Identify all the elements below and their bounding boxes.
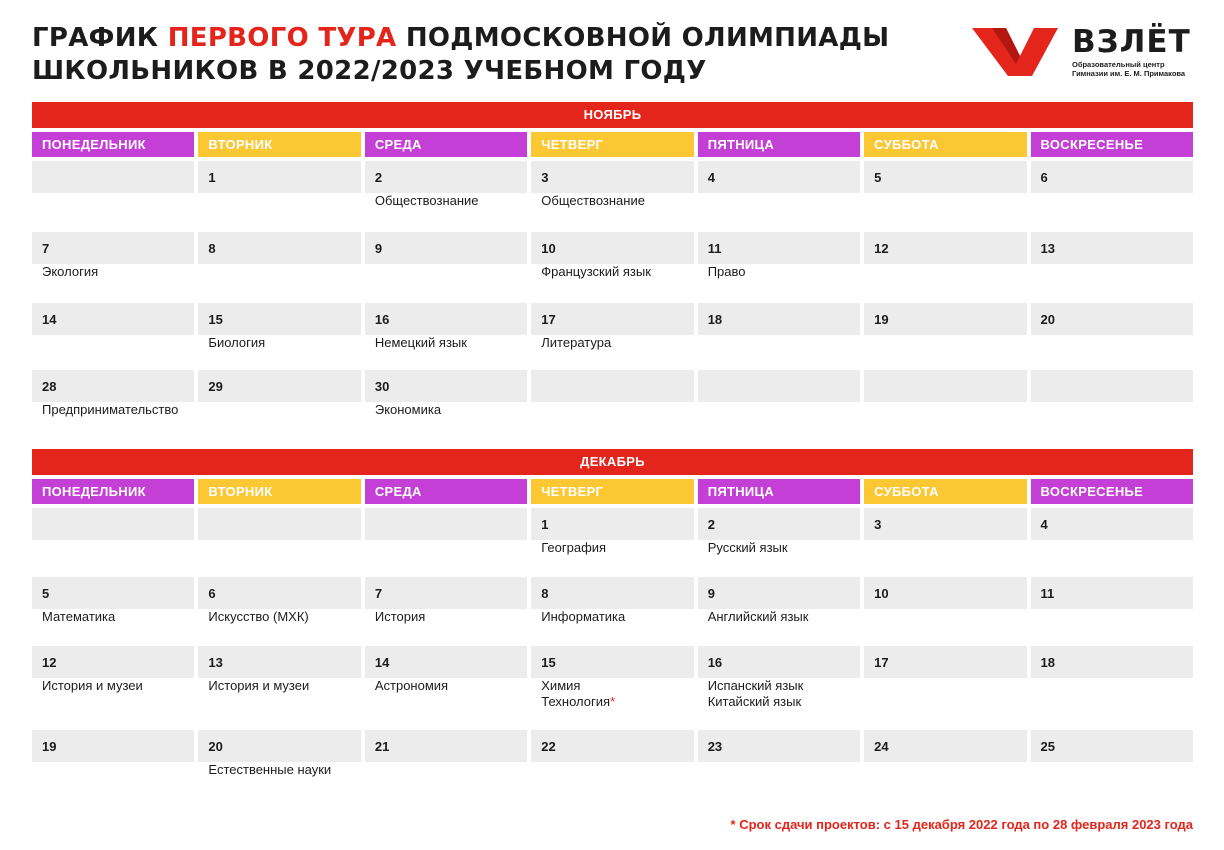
day-cell bbox=[698, 232, 860, 303]
day-cell bbox=[531, 577, 693, 646]
day-number: 23 bbox=[707, 739, 723, 754]
day-number bbox=[698, 370, 860, 402]
week-row bbox=[32, 646, 1193, 730]
olympiad-subject: Математика bbox=[42, 609, 116, 624]
day-number: 13 bbox=[208, 655, 223, 670]
weekday-label: ПОНЕДЕЛЬНИК bbox=[32, 479, 194, 504]
olympiad-subject: Астрономия bbox=[374, 678, 449, 693]
day-number: 1 bbox=[541, 517, 549, 532]
day-cell bbox=[32, 232, 194, 303]
olympiad-subject: Предпринимательство bbox=[42, 402, 179, 417]
weekday-label: СРЕДА bbox=[365, 132, 527, 157]
day-number: 5 bbox=[42, 586, 50, 601]
weekday-label: ВОСКРЕСЕНЬЕ bbox=[1031, 479, 1193, 504]
day-number: 10 bbox=[874, 586, 889, 601]
day-cell bbox=[864, 303, 1026, 370]
month-header: НОЯБРЬ bbox=[32, 102, 1193, 128]
day-number: 12 bbox=[874, 241, 889, 256]
title-text: ГРАФИК bbox=[32, 23, 168, 53]
olympiad-subject: География bbox=[541, 540, 607, 555]
day-cell bbox=[531, 161, 693, 232]
weekday-label: ВОСКРЕСЕНЬЕ bbox=[1031, 132, 1193, 157]
day-cell bbox=[531, 303, 693, 370]
day-cell bbox=[1031, 508, 1193, 577]
day-number: 11 bbox=[1040, 586, 1055, 601]
day-cell bbox=[365, 370, 527, 434]
day-cell bbox=[198, 508, 360, 577]
day-number: 18 bbox=[707, 312, 723, 327]
logo-name: ВЗЛЁТ bbox=[1072, 24, 1191, 60]
weekday-label: ПОНЕДЕЛЬНИК bbox=[32, 132, 194, 157]
day-cell bbox=[198, 730, 360, 790]
weekday-header-row bbox=[32, 479, 1193, 504]
olympiad-subject: Обществознание bbox=[541, 193, 645, 208]
day-cell bbox=[365, 232, 527, 303]
logo-subtitle: Гимназии им. Е. М. Примакова bbox=[1072, 69, 1186, 78]
day-number: 28 bbox=[42, 379, 57, 394]
day-number: 6 bbox=[1040, 170, 1048, 185]
day-number: 2 bbox=[374, 170, 383, 185]
day-number bbox=[864, 370, 1026, 402]
day-number bbox=[1031, 370, 1193, 402]
day-cell bbox=[531, 646, 693, 730]
day-cell bbox=[32, 303, 194, 370]
day-cell bbox=[698, 303, 860, 370]
day-number: 12 bbox=[42, 655, 57, 670]
title-line-1 bbox=[32, 22, 889, 55]
day-number: 16 bbox=[374, 312, 390, 327]
day-number bbox=[32, 508, 194, 540]
weekday-label: ЧЕТВЕРГ bbox=[531, 132, 693, 157]
olympiad-subject: Биология bbox=[208, 335, 266, 350]
weekday-label: СУББОТА bbox=[864, 479, 1026, 504]
day-cell bbox=[1031, 730, 1193, 790]
day-number: 4 bbox=[707, 170, 715, 185]
olympiad-subject: Экология bbox=[42, 264, 99, 279]
day-cell bbox=[864, 577, 1026, 646]
olympiad-subject: Английский язык bbox=[707, 609, 809, 624]
day-number: 9 bbox=[707, 586, 715, 601]
day-number: 24 bbox=[874, 739, 889, 754]
day-cell bbox=[32, 161, 194, 232]
logo-subtitle: Образовательный центр bbox=[1072, 60, 1165, 69]
day-number: 30 bbox=[374, 379, 390, 394]
v-mark-icon bbox=[972, 26, 1062, 78]
title-line-2: ШКОЛЬНИКОВ В 2022/2023 УЧЕБНОМ ГОДУ bbox=[32, 56, 707, 86]
day-cell bbox=[698, 161, 860, 232]
weekday-label: ПЯТНИЦА bbox=[698, 479, 860, 504]
week-row bbox=[32, 161, 1193, 232]
olympiad-subject: Экономика bbox=[374, 402, 442, 417]
day-number: 21 bbox=[374, 739, 390, 754]
day-cell bbox=[198, 646, 360, 730]
day-number: 5 bbox=[874, 170, 882, 185]
day-cell bbox=[698, 508, 860, 577]
day-number: 6 bbox=[208, 586, 216, 601]
day-cell bbox=[365, 508, 527, 577]
olympiad-subject: Искусство (МХК) bbox=[208, 609, 309, 624]
page-title bbox=[32, 22, 889, 88]
weekday-label: СРЕДА bbox=[365, 479, 527, 504]
day-number bbox=[531, 370, 693, 402]
day-cell bbox=[1031, 646, 1193, 730]
week-row bbox=[32, 730, 1193, 790]
day-cell bbox=[864, 232, 1026, 303]
week-row bbox=[32, 370, 1193, 434]
day-number: 11 bbox=[707, 241, 722, 256]
day-number bbox=[365, 508, 527, 540]
day-number: 10 bbox=[541, 241, 556, 256]
day-cell bbox=[698, 730, 860, 790]
week-row bbox=[32, 303, 1193, 370]
olympiad-subject: История и музеи bbox=[208, 678, 310, 693]
day-cell bbox=[531, 232, 693, 303]
day-cell bbox=[864, 370, 1026, 434]
footnote: * Срок сдачи проектов: с 15 декабря 2022 года по 28 февраля 2023 года bbox=[730, 817, 1193, 832]
day-cell bbox=[198, 577, 360, 646]
weekday-label: СУББОТА bbox=[864, 132, 1026, 157]
weekday-label: ВТОРНИК bbox=[198, 132, 360, 157]
day-number: 20 bbox=[1040, 312, 1055, 327]
day-cell bbox=[198, 370, 360, 434]
day-number: 19 bbox=[42, 739, 57, 754]
day-cell bbox=[864, 161, 1026, 232]
day-number: 18 bbox=[1040, 655, 1055, 670]
day-number: 15 bbox=[208, 312, 223, 327]
day-number: 14 bbox=[42, 312, 57, 327]
day-cell bbox=[32, 508, 194, 577]
weekday-label: ПЯТНИЦА bbox=[698, 132, 860, 157]
footnote-marker: * bbox=[610, 694, 616, 709]
day-cell bbox=[1031, 303, 1193, 370]
day-number bbox=[32, 161, 194, 193]
day-number: 8 bbox=[208, 241, 216, 256]
day-cell bbox=[365, 577, 527, 646]
day-number: 9 bbox=[374, 241, 383, 256]
day-cell bbox=[32, 646, 194, 730]
week-row bbox=[32, 577, 1193, 646]
weekday-label: ВТОРНИК bbox=[198, 479, 360, 504]
day-cell bbox=[365, 161, 527, 232]
day-number: 14 bbox=[374, 655, 390, 670]
day-number: 4 bbox=[1040, 517, 1048, 532]
day-cell bbox=[698, 577, 860, 646]
month-header: ДЕКАБРЬ bbox=[32, 449, 1193, 475]
olympiad-subject: История и музеи bbox=[42, 678, 143, 693]
day-number: 20 bbox=[208, 739, 223, 754]
day-number: 13 bbox=[1040, 241, 1055, 256]
olympiad-subject: Химия bbox=[541, 678, 581, 693]
olympiad-subject: Обществознание bbox=[374, 193, 479, 208]
month-december bbox=[32, 449, 1193, 790]
title-text: ПОДМОСКОВНОЙ ОЛИМПИАДЫ bbox=[396, 23, 890, 53]
day-cell bbox=[864, 508, 1026, 577]
day-number: 2 bbox=[707, 517, 715, 532]
day-cell bbox=[1031, 370, 1193, 434]
day-number: 25 bbox=[1040, 739, 1055, 754]
day-cell bbox=[864, 646, 1026, 730]
weekday-label: ЧЕТВЕРГ bbox=[531, 479, 693, 504]
olympiad-subject: Испанский язык bbox=[707, 678, 804, 693]
day-cell bbox=[531, 730, 693, 790]
title-accent: ПЕРВОГО ТУРА bbox=[167, 23, 397, 53]
day-cell bbox=[32, 730, 194, 790]
day-number: 19 bbox=[874, 312, 889, 327]
day-number: 3 bbox=[541, 170, 549, 185]
olympiad-subject: Русский язык bbox=[707, 540, 788, 555]
day-number: 8 bbox=[541, 586, 549, 601]
day-cell bbox=[32, 577, 194, 646]
day-cell bbox=[365, 646, 527, 730]
vzlet-logo bbox=[972, 26, 1197, 82]
olympiad-subject: Немецкий язык bbox=[374, 335, 467, 350]
day-number: 1 bbox=[208, 170, 216, 185]
day-number: 7 bbox=[374, 586, 383, 601]
day-cell bbox=[365, 730, 527, 790]
week-row bbox=[32, 232, 1193, 303]
day-cell bbox=[531, 508, 693, 577]
olympiad-subject: Информатика bbox=[541, 609, 626, 624]
olympiad-subject: Право bbox=[707, 264, 746, 279]
olympiad-subject: История bbox=[374, 609, 426, 624]
day-number: 17 bbox=[541, 312, 556, 327]
day-number: 3 bbox=[874, 517, 882, 532]
month-november bbox=[32, 102, 1193, 434]
day-cell bbox=[365, 303, 527, 370]
day-cell bbox=[198, 232, 360, 303]
day-cell bbox=[1031, 161, 1193, 232]
olympiad-subject: Естественные науки bbox=[208, 762, 332, 777]
day-number: 22 bbox=[541, 739, 556, 754]
weekday-header-row bbox=[32, 132, 1193, 157]
olympiad-subject: Технология* bbox=[541, 694, 616, 709]
day-number bbox=[198, 508, 360, 540]
day-cell bbox=[198, 303, 360, 370]
day-cell bbox=[531, 370, 693, 434]
day-number: 17 bbox=[874, 655, 889, 670]
day-cell bbox=[698, 646, 860, 730]
day-number: 16 bbox=[707, 655, 723, 670]
day-cell bbox=[1031, 232, 1193, 303]
day-cell bbox=[1031, 577, 1193, 646]
olympiad-subject: Китайский язык bbox=[707, 694, 802, 709]
day-cell bbox=[698, 370, 860, 434]
olympiad-subject: Литература bbox=[541, 335, 612, 350]
day-cell bbox=[864, 730, 1026, 790]
day-cell bbox=[32, 370, 194, 434]
day-number: 7 bbox=[42, 241, 50, 256]
day-cell bbox=[198, 161, 360, 232]
olympiad-subject: Французский язык bbox=[541, 264, 651, 279]
day-number: 29 bbox=[208, 379, 223, 394]
day-number: 15 bbox=[541, 655, 556, 670]
week-row bbox=[32, 508, 1193, 577]
